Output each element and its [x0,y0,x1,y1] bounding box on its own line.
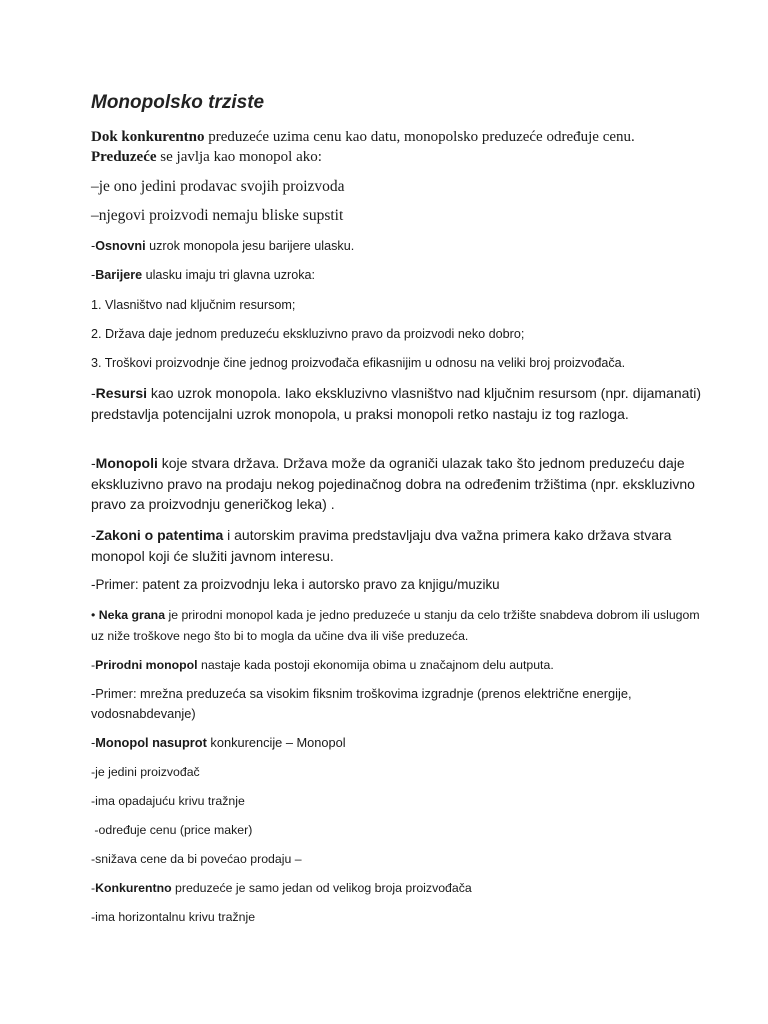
natural-origin-text: nastaje kada postoji ekonomija obima u značajnom delu autputa. [197,658,554,672]
natural-origin-line [91,655,708,675]
barriers-intro-line [91,265,708,285]
natural-text: je prirodni monopol kada je jedno preduzeće u stanju da celo tržište snabdeva dobrom ili uslugom uz niže troškove nego što bi to mogla da učine dva ili više preduzeća. [91,608,700,643]
resources-paragraph [91,383,708,424]
patents-text: i autorskim pravima predstavljaju dva važna primera kako država stvara monopol koji će služiti javnom interesu. [91,527,672,564]
competitive-bold: Konkurentno [95,881,172,895]
monopoly-trait: -ima opadajuću krivu tražnje [91,794,245,808]
resources-text: kao uzrok monopola. Iako ekskluzivno vlasništvo nad ključnim resursom (npr. dijamanati) predstavlja potencijalni uzrok monopola, u praksi monopoli retko nastaju iz tog razloga. [91,385,702,422]
monopoly-trait: -snižava cene da bi povećao prodaju – [91,852,302,866]
intro-bold-1: Dok konkurentno [91,129,205,145]
comparison-prefix: - [91,735,96,750]
state-monopolies-bold: Monopoli [95,455,158,471]
state-monopolies-text: koje stvara država. Država može da ograniči ulazak tako što jednom preduzeću daje ekskluzivno pravo na prodaju nekog pojedinačnog dobra na određenim tržištima (npr. ekskluzivno pravo za proizvodnju generičkog leka) . [91,455,695,512]
cause-prefix: - [91,239,96,253]
example-line: -Primer: patent za proizvodnju leka i autorsko pravo za knjigu/muziku [91,577,500,592]
competitive-prefix: - [91,881,96,895]
intro-bold-2: Preduzeće [91,149,157,165]
cause-text: uzrok monopola jesu barijere ulasku. [145,239,355,253]
intro-text-2: se javlja kao monopol ako: [156,149,322,165]
monopoly-trait: -određuje cenu (price maker) [91,823,253,837]
cause-line [91,236,708,256]
resources-bold: Resursi [95,385,148,401]
condition-item: –njegovi proizvodi nemaju bliske supstit [91,207,344,224]
bullet-icon: • [91,608,99,622]
patents-bold: Zakoni o patentima [95,527,224,543]
state-monopolies-prefix: - [91,455,96,471]
barrier-item: 1. Vlasništvo nad ključnim resursom; [91,298,296,312]
state-monopolies-paragraph [91,453,708,515]
barrier-item: 3. Troškovi proizvodnje čine jednog proizvođača efikasnijim u odnosu na veliki broj proizvođača. [91,356,626,370]
natural-origin-prefix: - [91,658,96,672]
comparison-line [91,733,708,753]
barriers-intro-prefix: - [91,268,96,282]
barrier-item: 2. Država daje jednom preduzeću ekskluzivno pravo da proizvodi neko dobro; [91,327,525,341]
competitive-line [91,878,708,898]
monopoly-trait: -je jedini proizvođač [91,765,200,779]
barriers-intro-text: ulasku imaju tri glavna uzroka: [142,268,316,282]
intro-text-1: preduzeće uzima cenu kao datu, monopolsko preduzeće određuje cenu. [204,129,635,145]
condition-item: –je ono jedini prodavac svojih proizvoda [91,178,345,195]
competitive-text: preduzeće je samo jedan od velikog broja proizvođača [171,881,472,895]
comparison-text: konkurencije – Monopol [206,735,346,750]
example-line: -Primer: mrežna preduzeća sa visokim fiksnim troškovima izgradnje (prenos električne energije, vodosnabdevanje) [91,686,632,721]
intro-paragraph [91,127,708,167]
page-title: Monopolsko trziste [91,92,265,113]
competitive-trait: -ima horizontalnu krivu tražnje [91,910,256,924]
barriers-intro-bold: Barijere [95,268,143,282]
comparison-bold: Monopol nasuprot [95,735,207,750]
natural-bold: Neka grana [98,608,166,622]
cause-bold: Osnovni [95,239,146,253]
resources-prefix: - [91,385,96,401]
natural-monopoly-paragraph [91,605,708,647]
patents-prefix: - [91,527,96,543]
natural-origin-bold: Prirodni monopol [95,658,198,672]
patents-paragraph [91,525,708,566]
